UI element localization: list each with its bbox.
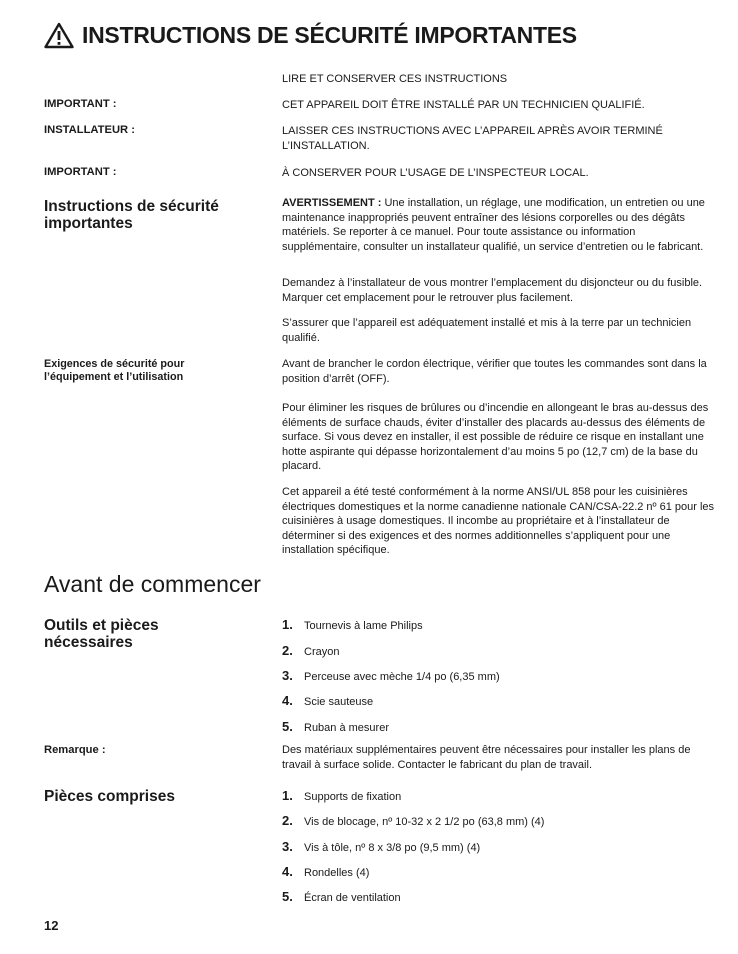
tools-heading: Outils et pièces nécessaires <box>44 617 159 651</box>
warning-triangle-icon <box>44 22 74 49</box>
note-text: Des matériaux supplémentaires peuvent être nécessaires pour installer les plans de travail à surface solide. Contacter le fabricant du plan de travail. <box>282 744 691 771</box>
tool-item <box>282 668 500 683</box>
page-title: INSTRUCTIONS DE SÉCURITÉ IMPORTANTES <box>82 22 577 48</box>
warning-text: Une installation, un réglage, une modification, un entretien ou une maintenance inappropriés peuvent entraîner des lésions corporelles ou des dégâts matériels. Se reporter à ce manuel. Pour toute assistance ou information supplémentaire, consulter un installateur qualifié, un service d’entretien ou le fabricant. <box>282 197 705 253</box>
ground-paragraph: S’assurer que l’appareil est adéquatement installé et mis à la terre par un technicien qualifié. <box>282 317 692 344</box>
warning-paragraph <box>282 196 716 254</box>
tool-item-text: Crayon <box>304 646 340 658</box>
standard-paragraph: Cet appareil a été testé conformément à la norme ANSI/UL 858 pour les cuisinières électriques domestiques et la norme canadienne nationale CAN/CSA-22.2 nº 61 pour les cuisinières à usage domestiques. Il incombe au propriétaire et à l’installateur de déterminer si des exigences et des normes additionnelles s’appliquent pour une installation spécifique. <box>282 486 715 557</box>
important-label-1: IMPORTANT : <box>44 98 117 110</box>
part-item-text: Vis de blocage, nº 10-32 x 2 1/2 po (63,8 mm) (4) <box>304 816 545 828</box>
note-label: Remarque : <box>44 744 106 756</box>
important-text-2: À CONSERVER POUR L’USAGE DE L’INSPECTEUR LOCAL. <box>282 167 589 179</box>
safety-section-heading: Instructions de sécurité importantes <box>44 198 219 232</box>
part-item-number: 1. <box>282 788 293 803</box>
part-item <box>282 839 480 854</box>
off-paragraph: Avant de brancher le cordon électrique, vérifier que toutes les commandes sont dans la position d’arrêt (OFF). <box>282 358 707 385</box>
part-item <box>282 813 544 828</box>
tool-item-text: Perceuse avec mèche 1/4 po (6,35 mm) <box>304 671 500 683</box>
read-keep-text: LIRE ET CONSERVER CES INSTRUCTIONS <box>282 73 508 85</box>
page-header <box>44 22 577 49</box>
tool-item-number: 1. <box>282 617 293 632</box>
tool-item-text: Scie sauteuse <box>304 696 374 708</box>
part-item-text: Rondelles (4) <box>304 867 370 879</box>
part-item-text: Vis à tôle, nº 8 x 3/8 po (9,5 mm) (4) <box>304 842 481 854</box>
part-item <box>282 864 369 879</box>
tool-item-number: 2. <box>282 643 293 658</box>
before-heading: Avant de commencer <box>44 571 261 597</box>
tool-item <box>282 643 339 658</box>
tool-item-text: Tournevis à lame Philips <box>304 620 423 632</box>
warning-label: AVERTISSEMENT : <box>282 197 382 209</box>
installer-label: INSTALLATEUR : <box>44 124 135 136</box>
part-item-number: 2. <box>282 813 293 828</box>
page-number: 12 <box>44 918 59 933</box>
part-item-text: Supports de fixation <box>304 791 402 803</box>
parts-heading: Pièces comprises <box>44 788 175 805</box>
tool-item-number: 4. <box>282 693 293 708</box>
part-item-number: 5. <box>282 889 293 904</box>
part-item <box>282 889 401 904</box>
part-item-text: Écran de ventilation <box>304 892 401 904</box>
requirements-heading: Exigences de sécurité pour l’équipement et l’utilisation <box>44 358 185 383</box>
tool-item-text: Ruban à mesurer <box>304 722 389 734</box>
tool-item <box>282 719 389 734</box>
important-label-2: IMPORTANT : <box>44 166 117 178</box>
tool-item-number: 5. <box>282 719 293 734</box>
part-item-number: 3. <box>282 839 293 854</box>
tool-item <box>282 617 423 632</box>
part-item-number: 4. <box>282 864 293 879</box>
important-text-1: CET APPAREIL DOIT ÊTRE INSTALLÉ PAR UN TECHNICIEN QUALIFIÉ. <box>282 99 645 111</box>
burns-paragraph: Pour éliminer les risques de brûlures ou d’incendie en allongeant le bras au-dessus des éléments de surface chauds, éviter d’installer des placards au-dessus des éléments de surface. Si vous devez en installer, il est possible de réduire ce risque en installant une hotte aspirante qui dépasse horizontalement d’au moins 5 po (12,7 cm) de la base du placard. <box>282 402 709 473</box>
part-item <box>282 788 401 803</box>
tool-item <box>282 693 373 708</box>
breaker-paragraph: Demandez à l’installateur de vous montrer l’emplacement du disjoncteur ou du fusible. Marquer cet emplacement pour le retrouver plus facilement. <box>282 277 703 304</box>
installer-text: LAISSER CES INSTRUCTIONS AVEC L’APPAREIL APRÈS AVOIR TERMINÉ L’INSTALLATION. <box>282 125 663 152</box>
tool-item-number: 3. <box>282 668 293 683</box>
